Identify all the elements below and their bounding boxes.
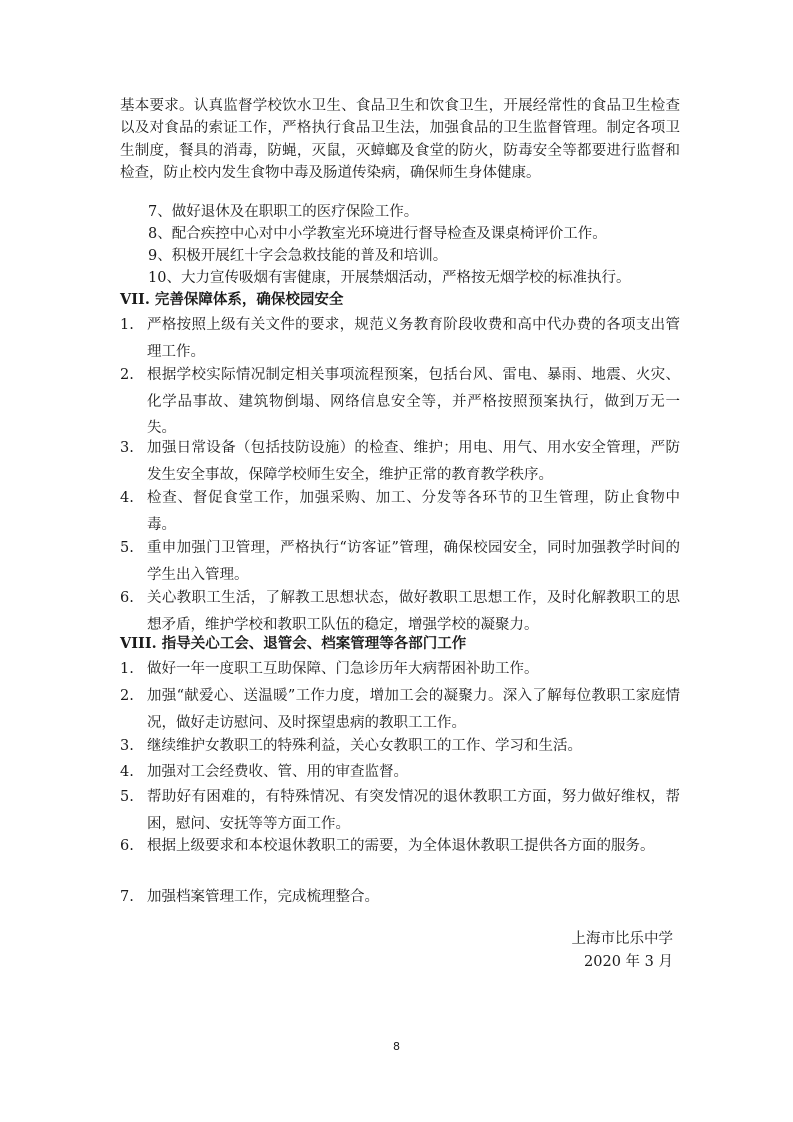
item-number: 4. [120,490,134,506]
page-number: 8 [393,1040,400,1053]
item-text: 根据学校实际情况制定相关事项流程预案，包括台风、雷电、暴雨、地震、火灾、化学品事故、建筑物倒塌、网络信息安全等，并严格按照预案执行，做到万无一失。 [147,367,680,436]
item-number: 6. [120,838,134,854]
section-8-item-4 [120,759,680,786]
item-number: 1. [120,661,134,677]
sub-item-8: 8、配合疾控中心对中小学教室光环境进行督导检查及课桌椅评价工作。 [148,226,607,242]
sub-item-10: 10、大力宣传吸烟有害健康，开展禁烟活动，严格按无烟学校的标准执行。 [148,270,631,286]
item-text: 加强档案管理工作，完成梳理整合。 [147,889,379,905]
section-8-item-3 [120,733,680,760]
item-text: 检查、督促食堂工作，加强采购、加工、分发等各环节的卫生管理，防止食物中毒。 [147,490,680,533]
intro-paragraph: 基本要求。认真监督学校饮水卫生、食品卫生和饮食卫生，开展经常性的食品卫生检查以及对食品的索证工作，严格执行食品卫生法，加强食品的卫生监督管理。制定各项卫生制度，餐具的消毒，防蝇，灭鼠，灭蟑螂及食堂的防火，防毒安全等都要进行监督和检查，防止校内发生食物中毒及肠道传染病，确保师生身体健康。 [120,98,680,182]
section-7-item-2 [120,362,680,442]
section-7-heading: VII. 完善保障体系，确保校园安全 [120,291,344,308]
item-number: 2. [120,367,134,383]
section-7-item-1 [120,312,680,365]
section-7-item-4 [120,485,680,538]
item-number: 1. [120,317,134,333]
item-number: 7. [120,889,134,905]
item-text: 严格按照上级有关文件的要求，规范义务教育阶段收费和高中代办费的各项支出管理工作。 [147,317,680,360]
item-text: 继续维护女教职工的特殊利益，关心女教职工的工作、学习和生活。 [147,738,582,754]
section-7-item-5 [120,535,680,588]
signature-org: 上海市比乐中学 [571,931,673,947]
section-8-item-6 [120,833,680,860]
item-number: 5. [120,789,134,805]
section-8-heading: VIII. 指导关心工会、退管会、档案管理等各部门工作 [120,635,467,652]
item-text: 加强对工会经费收、管、用的审查监督。 [147,764,408,780]
item-number: 4. [120,764,134,780]
item-text: 加强日常设备（包括技防设施）的检查、维护；用电、用气、用水安全管理，严防发生安全事故，保障学校师生安全，维护正常的教育教学秩序。 [147,440,680,483]
item-number: 2. [120,688,134,704]
item-text: 做好一年一度职工互助保障、门急诊历年大病帮困补助工作。 [147,661,539,677]
item-text: 关心教职工生活，了解教工思想状态，做好教职工思想工作，及时化解教职工的思想矛盾，维护学校和教职工队伍的稳定，增强学校的凝聚力。 [147,590,680,633]
section-7-item-6 [120,585,680,638]
section-7-item-3 [120,435,680,488]
section-8-item-7 [120,884,680,911]
item-number: 3. [120,738,134,754]
sub-item-7: 7、做好退休及在职职工的医疗保险工作。 [148,204,419,220]
section-8-item-2 [120,683,680,736]
section-8-item-1 [120,656,680,683]
item-number: 6. [120,590,134,606]
item-text: 加强“献爱心、送温暖”工作力度，增加工会的凝聚力。深入了解每位教职工家庭情况，做好走访慰问、及时探望患病的教职工工作。 [147,688,680,731]
signature-date: 2020 年 3 月 [584,954,673,970]
item-number: 5. [120,540,134,556]
item-text: 根据上级要求和本校退休教职工的需要，为全体退休教职工提供各方面的服务。 [147,838,655,854]
item-text: 帮助好有困难的，有特殊情况、有突发情况的退休教职工方面，努力做好维权，帮困，慰问、安抚等等方面工作。 [147,789,680,832]
item-number: 3. [120,440,134,456]
sub-item-9: 9、积极开展红十字会急救技能的普及和培训。 [148,248,448,264]
item-text: 重申加强门卫管理，严格执行“访客证”管理，确保校园安全，同时加强教学时间的学生出入管理。 [147,540,680,583]
section-8-item-5 [120,784,680,837]
